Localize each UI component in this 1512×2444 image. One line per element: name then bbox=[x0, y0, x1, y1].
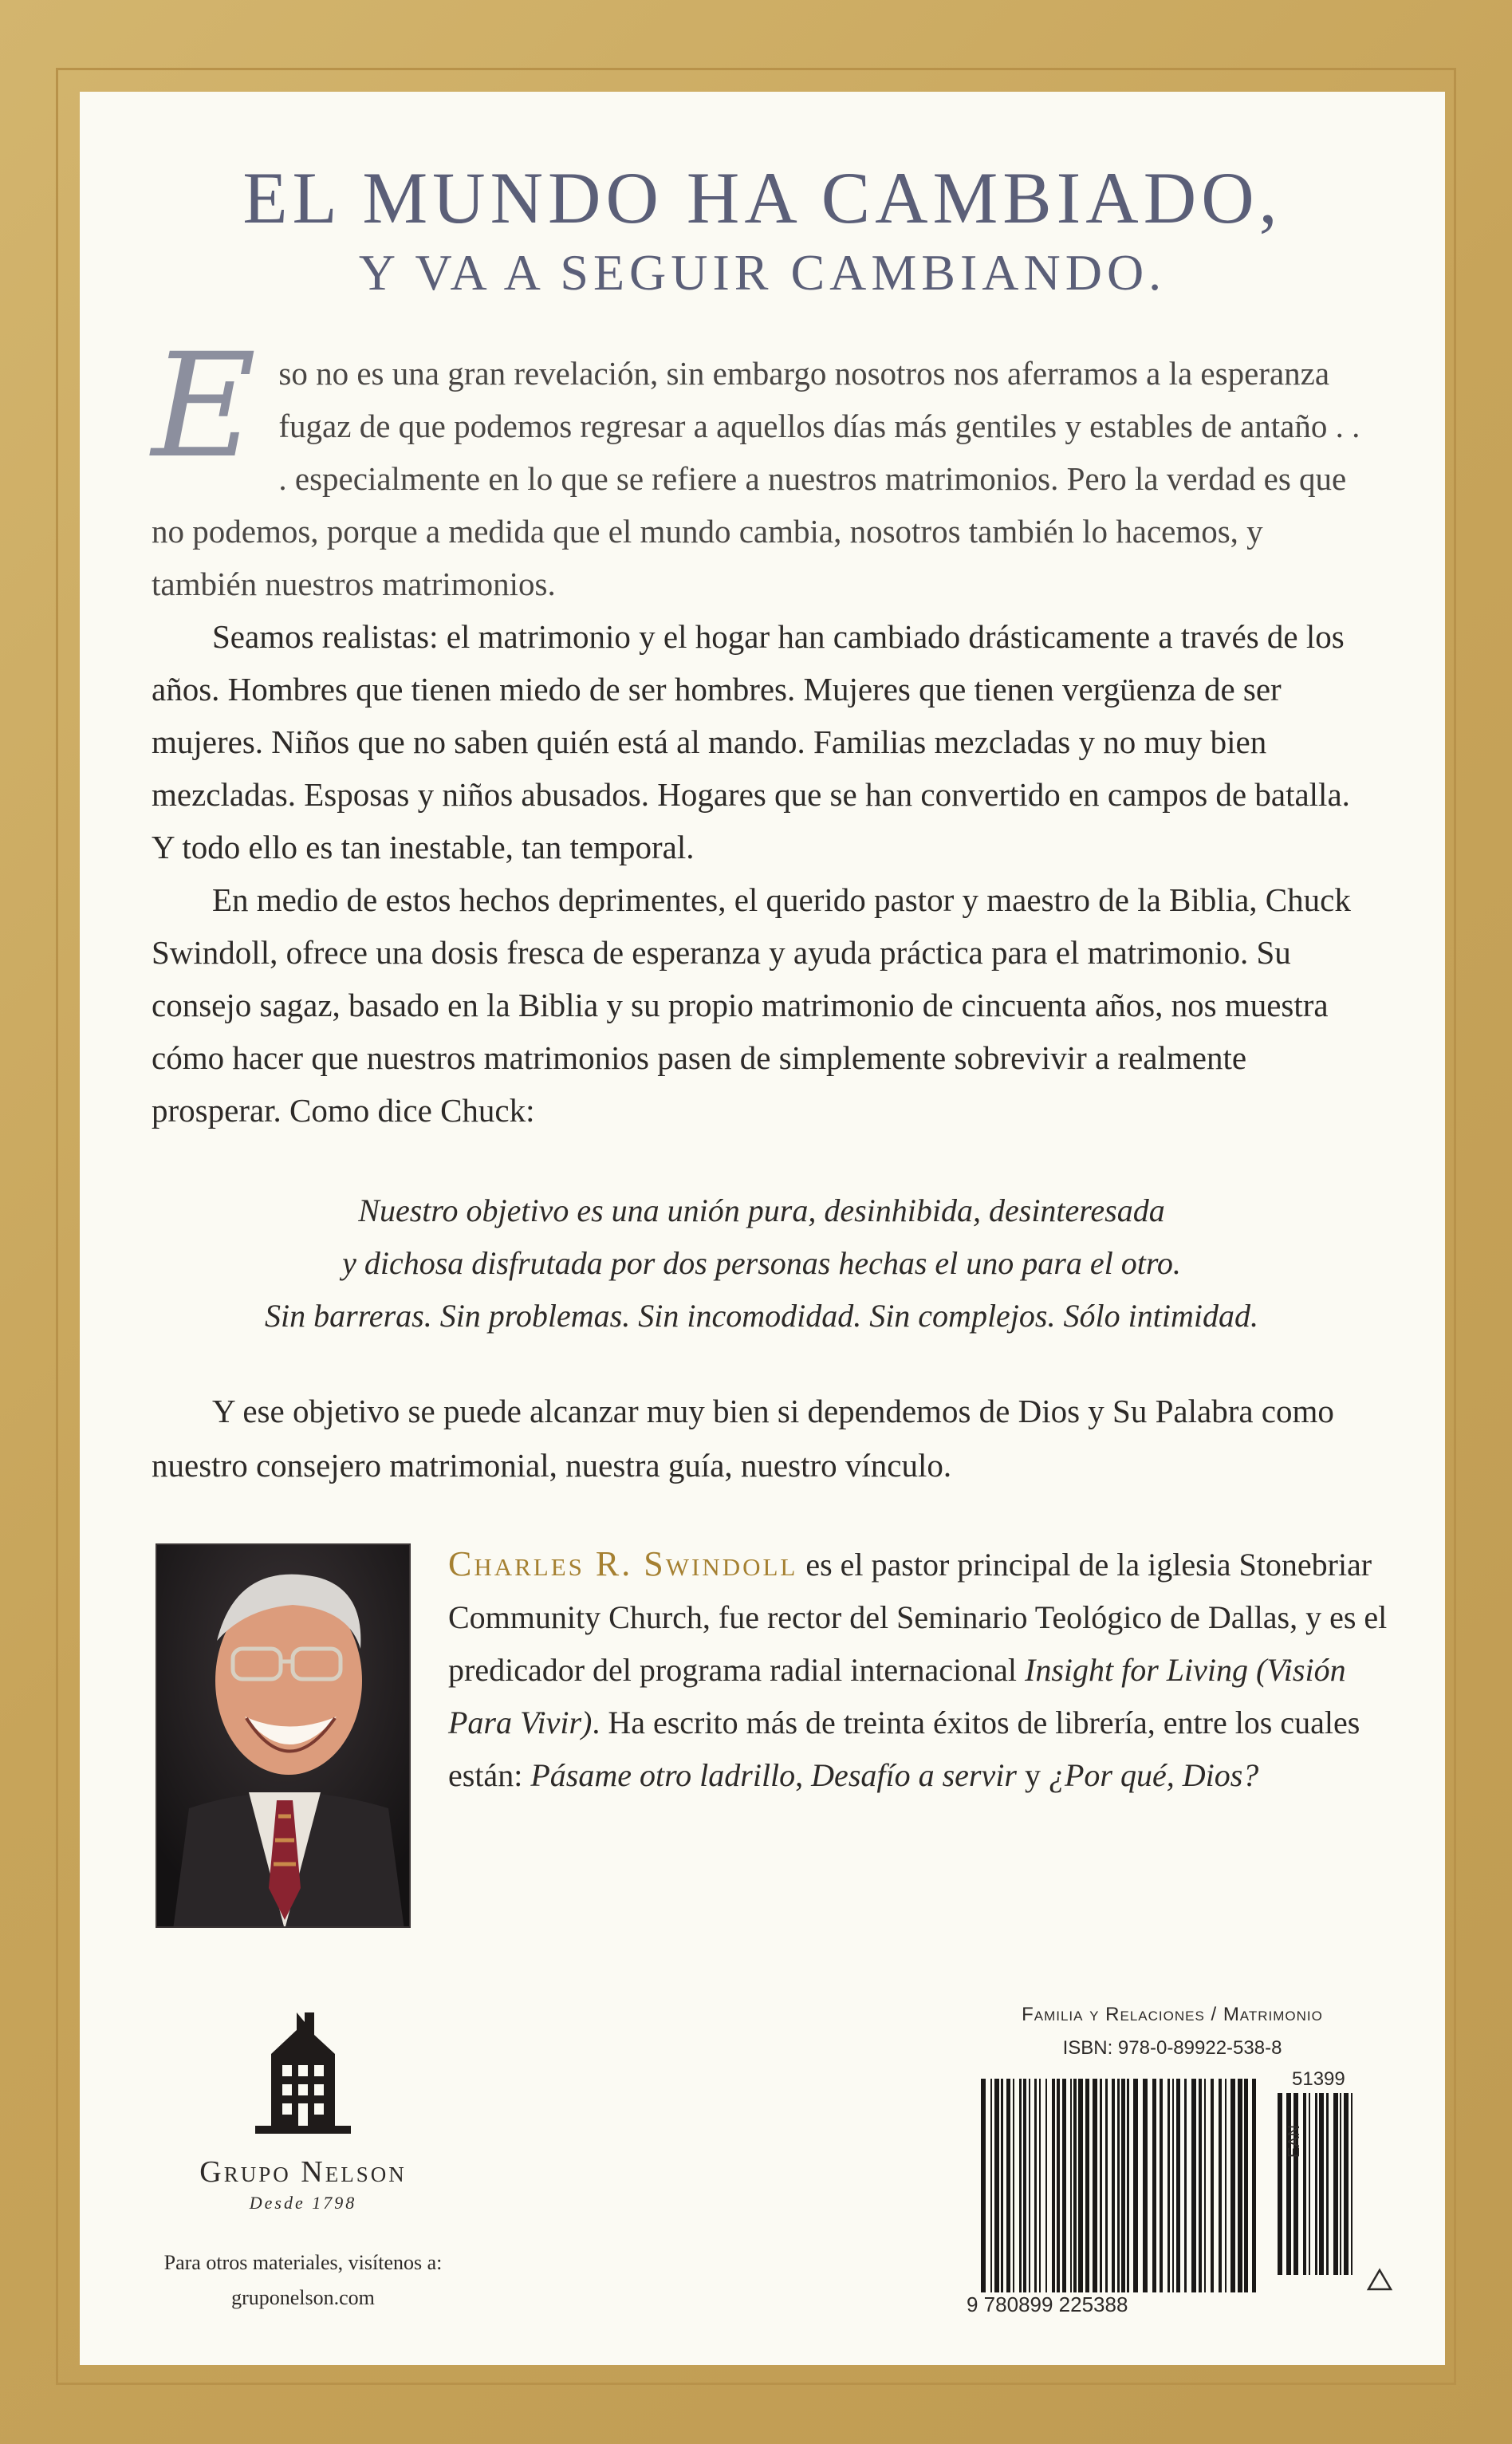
author-name: Charles R. Swindoll bbox=[448, 1544, 798, 1583]
barcode-bar bbox=[1160, 2079, 1163, 2292]
blurb-body bbox=[152, 323, 1372, 1137]
barcode-bar bbox=[1303, 2093, 1306, 2275]
bio-separator-1: , bbox=[795, 1757, 812, 1793]
isbn-label: ISBN: 978-0-89922-538-8 bbox=[1062, 2037, 1282, 2059]
headline-line-1: EL MUNDO HA CAMBIADO, bbox=[242, 157, 1282, 238]
barcode-bar bbox=[981, 2079, 986, 2292]
publisher-visit-text: Para otros materiales, visítenos a: bbox=[163, 2251, 443, 2274]
barcode-bar bbox=[1326, 2093, 1329, 2275]
price-code-text: 51399 bbox=[1292, 2068, 1345, 2090]
house-logo-icon bbox=[247, 2006, 359, 2150]
barcode-bar bbox=[1167, 2079, 1170, 2292]
book-title-3: ¿Por qué, Dios? bbox=[1048, 1757, 1259, 1793]
barcode-bar bbox=[1219, 2079, 1222, 2292]
pull-quote bbox=[152, 1185, 1372, 1342]
publisher-block bbox=[128, 2006, 478, 2316]
barcode-bar bbox=[1013, 2079, 1014, 2292]
barcode-bar bbox=[1112, 2079, 1115, 2292]
barcode-bar bbox=[1333, 2093, 1338, 2275]
barcode-bar bbox=[1244, 2079, 1248, 2292]
quote-line-1: Nuestro objetivo es una unión pura, desinhibida, desinteresada bbox=[358, 1192, 1165, 1228]
publisher-since: Desde 1798 bbox=[249, 2193, 357, 2213]
book-title-1: Pásame otro ladrillo bbox=[530, 1757, 796, 1793]
barcode-bar bbox=[1252, 2079, 1256, 2292]
barcode-bar bbox=[1121, 2079, 1125, 2292]
barcode-bar bbox=[1230, 2079, 1235, 2292]
author-photo bbox=[156, 1543, 411, 1928]
triangle-icon bbox=[1368, 2270, 1391, 2289]
paragraph-1: so no es una gran revelación, sin embargo nosotros nos aferramos a la esperanza fugaz de que podemos regresar a aquellos días más gentiles y estables de antaño . . . especialmente en lo que se refiere a nuestros matrimonios. Pero la verdad es que no podemos, porque a medida que el mundo cambia, nosotros también lo hacemos, y también nuestros matrimonios. bbox=[152, 355, 1360, 602]
barcode-bar bbox=[1019, 2079, 1022, 2292]
barcode-bar bbox=[1117, 2079, 1120, 2292]
quote-line-2: y dichosa disfrutada por dos personas hechas el uno para el otro. bbox=[342, 1245, 1181, 1281]
barcode-bar bbox=[1309, 2093, 1310, 2275]
barcode-bar bbox=[1211, 2079, 1214, 2292]
barcode-block bbox=[965, 2066, 1396, 2321]
barcode-bar bbox=[1293, 2093, 1298, 2275]
barcode-bar bbox=[1172, 2079, 1174, 2292]
barcode-bar bbox=[1133, 2079, 1138, 2292]
quote-line-3: Sin barreras. Sin problemas. Sin incomodidad. Sin complejos. Sólo intimidad. bbox=[265, 1298, 1258, 1334]
barcode-bar bbox=[1105, 2079, 1108, 2292]
barcode-bar bbox=[994, 2079, 999, 2292]
ean-barcode-bars bbox=[981, 2079, 1256, 2292]
barcode-bar bbox=[1191, 2079, 1196, 2292]
barcode-bar bbox=[1093, 2079, 1097, 2292]
category-label: Familia y Relaciones / Matrimonio bbox=[1022, 2004, 1323, 2025]
barcode-bar bbox=[1039, 2079, 1041, 2292]
barcode-bar bbox=[1127, 2079, 1129, 2292]
barcode-bar bbox=[1143, 2079, 1148, 2292]
ean-label: EAN bbox=[1286, 2124, 1303, 2158]
barcode-bar bbox=[1085, 2079, 1089, 2292]
barcode-bar bbox=[1057, 2079, 1060, 2292]
barcode-bar bbox=[1286, 2093, 1291, 2275]
barcode-bar bbox=[1070, 2079, 1072, 2292]
barcode-digits: 9 780899 225388 bbox=[967, 2292, 1128, 2316]
closing-paragraph: Y ese objetivo se puede alcanzar muy bien si dependemos de Dios y Su Palabra como nuestro consejero matrimonial, nuestra guía, nuestro vínculo. bbox=[152, 1393, 1334, 1484]
publisher-name: Grupo Nelson bbox=[199, 2155, 407, 2189]
content-panel bbox=[80, 92, 1445, 2365]
bio-text-a: es el pastor principal de la iglesia Stonebriar Community Church, fue rector del Seminario Teológico de Dallas, y es el predicador del programa radial internacional bbox=[448, 1547, 1388, 1688]
barcode-bar bbox=[1078, 2079, 1083, 2292]
barcode-bar bbox=[1045, 2079, 1047, 2292]
barcode-bar bbox=[1001, 2079, 1003, 2292]
barcode-bar bbox=[1100, 2079, 1102, 2292]
publisher-url: gruponelson.com bbox=[231, 2286, 375, 2309]
paragraph-3: En medio de estos hechos deprimentes, el querido pastor y maestro de la Biblia, Chuck Swindoll, ofrece una dosis fresca de esperanza y ayuda práctica para el matrimonio. Su consejo sagaz, basado en la Biblia y su propio matrimonio de cincuenta años, nos muestra cómo hacer que nuestros matrimonios pasen de simplemente sobrevivir a realmente prosperar. Como dice Chuck: bbox=[152, 881, 1351, 1129]
barcode-bar bbox=[1225, 2079, 1227, 2292]
barcode-bar bbox=[1034, 2079, 1037, 2292]
barcode-bar bbox=[1073, 2079, 1077, 2292]
drop-cap-letter: E bbox=[152, 323, 257, 490]
barcode-bar bbox=[1184, 2079, 1187, 2292]
barcode-bar bbox=[1029, 2079, 1030, 2292]
barcode-bar bbox=[1006, 2079, 1010, 2292]
bio-separator-2: y bbox=[1016, 1757, 1049, 1793]
barcode-bar bbox=[1052, 2079, 1055, 2292]
barcode-bar bbox=[1278, 2093, 1282, 2275]
barcode-bar bbox=[1344, 2093, 1349, 2275]
headline-line-2: Y VA A SEGUIR CAMBIANDO. bbox=[358, 244, 1167, 301]
barcode-bar bbox=[1204, 2079, 1206, 2292]
bio-text-b: . Ha escrito más de treinta éxitos de librería, entre los cuales están: bbox=[448, 1705, 1360, 1793]
barcode-bar bbox=[1340, 2093, 1341, 2275]
barcode-bar bbox=[1351, 2093, 1353, 2275]
barcode-bar bbox=[1199, 2079, 1202, 2292]
barcode-bar bbox=[1238, 2079, 1242, 2292]
book-metadata bbox=[981, 1998, 1364, 2065]
barcode-bar bbox=[1315, 2093, 1317, 2275]
program-title: Insight for Living (Visión Para Vivir) bbox=[448, 1652, 1346, 1740]
barcode-graphic bbox=[965, 2066, 1396, 2321]
author-bio bbox=[448, 1538, 1389, 1802]
barcode-bar bbox=[1319, 2093, 1324, 2275]
paragraph-2: Seamos realistas: el matrimonio y el hogar han cambiado drásticamente a través de los años. Hombres que tienen miedo de ser hombres. Mujeres que tienen vergüenza de ser mujeres. Niños que no saben quién está al mando. Familias mezcladas y no muy bien mezcladas. Esposas y niños abusados. Hogares que se han convertido en campos de batalla. Y todo ello es tan inestable, tan temporal. bbox=[152, 618, 1350, 865]
barcode-bar bbox=[1023, 2079, 1026, 2292]
author-portrait-image bbox=[157, 1545, 411, 1928]
barcode-bar bbox=[1062, 2079, 1066, 2292]
book-title-2: Desafío a servir bbox=[811, 1757, 1017, 1793]
barcode-bar bbox=[990, 2079, 992, 2292]
barcode-bar bbox=[1176, 2079, 1180, 2292]
price-addon-bars bbox=[1278, 2093, 1353, 2275]
barcode-bar bbox=[1152, 2079, 1156, 2292]
